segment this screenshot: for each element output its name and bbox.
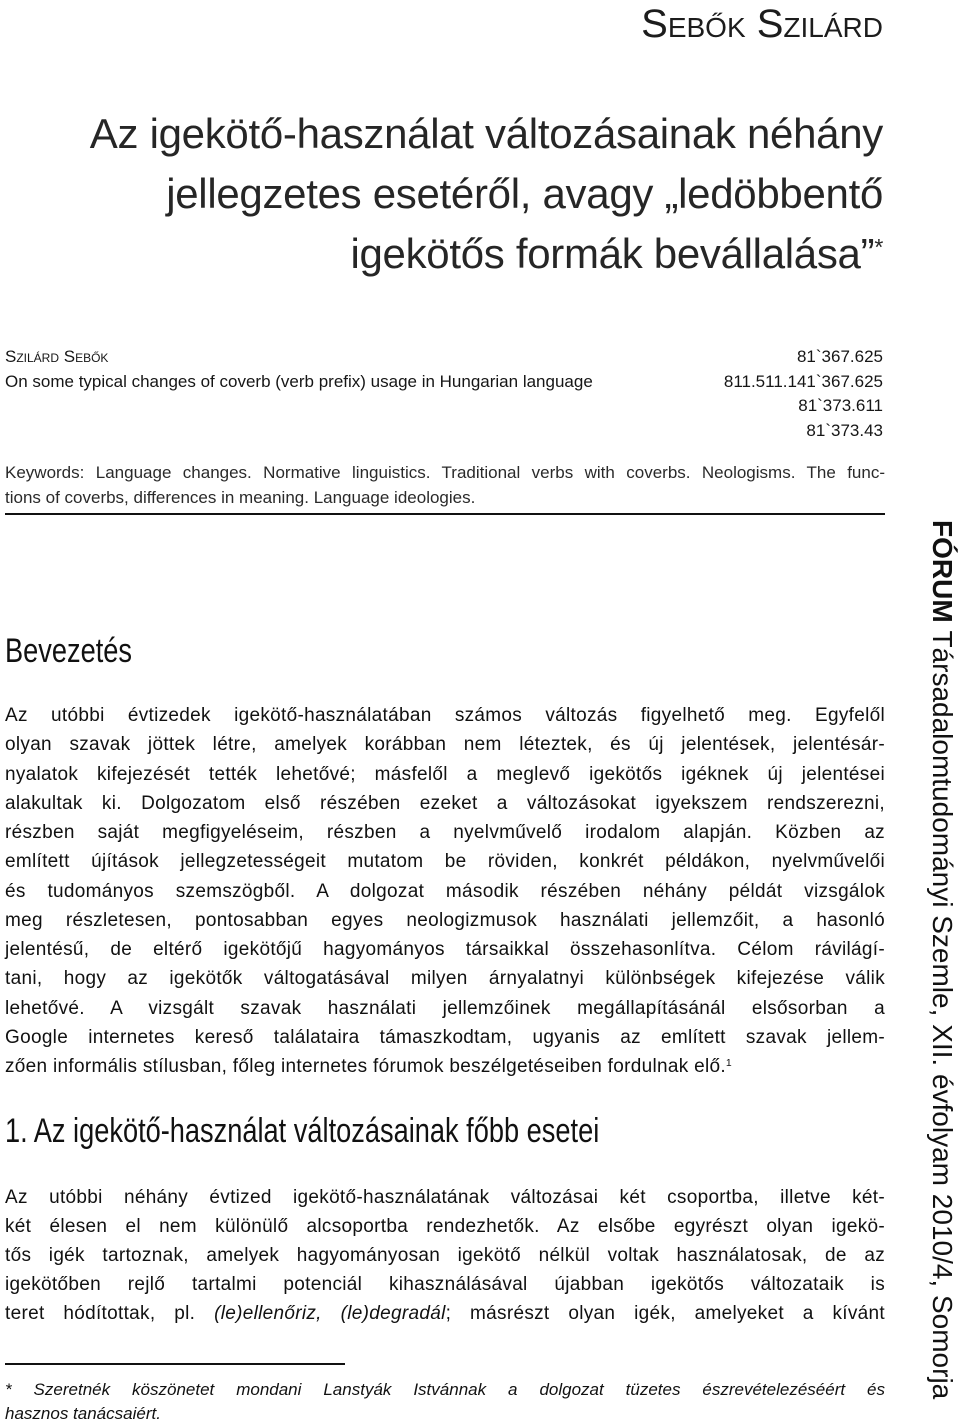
paragraph-line-text: zően informális stílusban, főleg internetes fórumok beszélgetéseiben fordulnak elő. [5, 1056, 726, 1077]
footnote-reference: 1 [725, 1058, 733, 1070]
title-line: jellegzetes esetéről, avagy „ledöbbentő [166, 170, 883, 217]
journal-details: Társadalomtudományi Szemle, XII. évfolyam 2010/4, Somorja [927, 630, 958, 1400]
line-text: teret hódítottak, pl. [5, 1303, 215, 1324]
title-line-text: igekötős formák bevállalása” [350, 230, 875, 277]
keywords [5, 460, 885, 510]
section-heading-text: 1. Az igekötő-használat változásainak főbb esetei [5, 1112, 600, 1150]
keywords-line: tions of coverbs, differences in meaning. Language ideologies. [5, 488, 476, 507]
title-line: Az igekötő-használat változásainak néhány [89, 110, 883, 157]
paragraph-line: jelentésű, de eltérő igekötőjű hagyományos társaikkal összehasonlítva. Célom rávilágí- [5, 939, 885, 960]
section-heading-1 [5, 1110, 748, 1152]
intro-paragraph [5, 701, 885, 1081]
udc-code: 81`373.43 [806, 420, 883, 440]
italic-example-words: (le)ellenőriz, (le)degradál [214, 1303, 446, 1324]
author-name: Sebők Szilárd [641, 2, 883, 46]
section-heading-text: Bevezetés [5, 632, 133, 670]
paragraph-line: meg részletesen, pontosabban egyes neologizmusok használati jellemzőit, a hasonló [5, 909, 885, 931]
article-title [90, 104, 883, 284]
paragraph-line: és tudományos szemszögből. A dolgozat második részében néhány példát vizsgálok [5, 880, 885, 902]
paragraph-line: igekötőben rejlő tartalmi potenciál kihasználásával újabban igekötős változataik is [5, 1274, 885, 1295]
section-heading-intro [5, 630, 164, 672]
paragraph-line: említett újítások jellegzetességeit mutatom be röviden, konkrét példákon, nyelvművelői [5, 851, 885, 873]
footnote [5, 1378, 885, 1426]
udc-code: 81`373.611 [798, 396, 883, 415]
title-line [90, 224, 883, 284]
paragraph-line: két élesen el nem különülő alcsoportba rendezhetők. Az elsőbe egyrészt olyan igekö- [5, 1216, 885, 1237]
footnote-line: * Szeretnék köszönetet mondani Lanstyák Istvánnak a dolgozat tüzetes észrevételezéséért és [5, 1380, 885, 1399]
keywords-line: Keywords: Language changes. Normative linguistics. Traditional verbs with coverbs. Neologisms. The func- [5, 463, 885, 482]
paragraph-line: tős igék tartoznak, amelyek hagyományosan igekötő nélkül voltak használatosak, de az [5, 1245, 885, 1266]
paragraph-line: alakultak ki. Dolgozatom első részében ezeket a változásokat igyekszem rendszerezni, [5, 792, 885, 814]
paragraph-line: Google internetes kereső találataira támaszkodtam, ugyanis az említett szavak jellem- [5, 1026, 885, 1048]
running-head [926, 520, 958, 1399]
footnote-divider [5, 1363, 345, 1365]
paragraph-line [5, 1299, 885, 1328]
udc-code: 81`367.625 [796, 347, 883, 366]
header-divider [5, 513, 885, 515]
title-footnote-mark: * [874, 234, 883, 261]
paragraph-line: tani, hogy az igekötők váltogatásával milyen árnyalatnyi különbségek kifejezése válik [5, 968, 885, 990]
section1-paragraph [5, 1183, 885, 1328]
paragraph-line: részben saját megfigyeléseim, részben a nyelvművelő irodalom alapján. Közben az [5, 822, 885, 843]
paragraph-line: Az utóbbi néhány évtized igekötő-használatának változásai két csoportba, illetve két- [5, 1187, 885, 1208]
udc-code: 811.511.141`367.625 [723, 371, 883, 391]
journal-name: FÓRUM [927, 520, 958, 623]
footnote-line: hasznos tanácsaiért. [5, 1404, 161, 1423]
udc-codes [724, 345, 883, 443]
english-title: On some typical changes of coverb (verb prefix) usage in Hungarian language [5, 371, 593, 391]
paragraph-line: Az utóbbi évtizedek igekötő-használatában számos változás figyelhető meg. Egyfelől [5, 705, 885, 726]
paragraph-line: nyalatok kifejezését tették lehetővé; másfelől a meglevő igekötős igéknek új jelentései [5, 763, 885, 785]
english-author-name: Szilárd Sebők [5, 347, 109, 366]
paragraph-line: lehetővé. A vizsgált szavak használati jellemzőinek megállapításánál elsősorban a [5, 997, 885, 1019]
paragraph-line: olyan szavak jöttek létre, amelyek korábban nem léteztek, és új jelentések, jelentésár- [5, 734, 885, 756]
paragraph-line [5, 1052, 885, 1081]
line-text: ; másrészt olyan igék, amelyeket a kívánt [445, 1303, 885, 1324]
english-abstract-block [5, 345, 593, 394]
